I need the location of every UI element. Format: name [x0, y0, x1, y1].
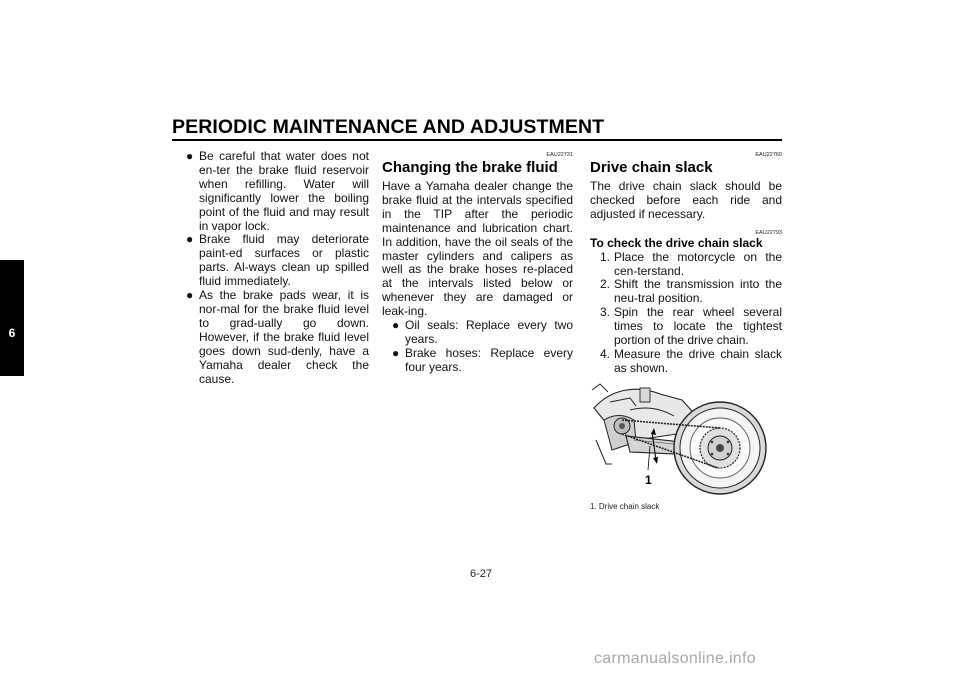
bullet-icon: ●	[186, 288, 194, 303]
procedure-steps	[590, 251, 782, 376]
warning-bullet-list	[186, 150, 369, 386]
list-item: 3. Spin the rear wheel several times to locate the tightest portion of the drive chain.	[600, 305, 782, 348]
section-code: EAU22760	[755, 152, 782, 158]
list-item: 4. Measure the drive chain slack as shown.	[600, 346, 782, 375]
bullet-icon: ●	[186, 232, 194, 247]
list-item: ● Brake hoses: Replace every four years.	[392, 345, 573, 374]
section-code: EAU22731	[546, 152, 573, 158]
figure-callout-label: 1	[645, 473, 652, 487]
list-item: ● Oil seals: Replace every two years.	[392, 318, 573, 346]
list-item: ● As the brake pads wear, it is nor-mal for the brake fluid level to grad-ually go down. However, if the brake fluid level goes down sud-denly, have a Yamaha dealer check the cause.	[186, 288, 369, 386]
page-number: 6-27	[470, 568, 493, 580]
list-item: ● Brake fluid may deteriorate paint-ed surfaces or plastic parts. Al-ways clean up spilled fluid immediately.	[186, 232, 369, 289]
drive-chain-paragraph: The drive chain slack should be checked before each ride and adjusted if necessary.	[590, 179, 782, 221]
watermark: carmanualsonline.info	[594, 650, 756, 667]
bullet-icon: ●	[186, 149, 194, 163]
section-title-brake-fluid: Changing the brake fluid	[382, 159, 558, 176]
list-item: ● Be careful that water does not en-ter the brake fluid reservoir when refilling. Water will significantly lower the boiling point of the fluid and may result in vapor lock.	[186, 149, 369, 233]
brake-fluid-paragraph: Have a Yamaha dealer change the brake fluid at the intervals specified in the TIP after the periodic maintenance and lubrication chart. In addition, have the oil seals of the master cylinders and calipers as well as the brake hoses re-placed at the intervals listed below or whenever they are damaged or leak-ing.	[382, 179, 573, 319]
bullet-icon: ●	[392, 318, 400, 333]
page-header-title: PERIODIC MAINTENANCE AND ADJUSTMENT	[172, 116, 605, 138]
motorcycle-rear-illustration	[590, 380, 780, 498]
list-item: 2. Shift the transmission into the neu-tral position.	[600, 277, 782, 306]
column-2	[382, 150, 573, 375]
replacement-interval-list	[392, 319, 573, 375]
bullet-icon: ●	[392, 345, 400, 360]
column-3	[590, 150, 782, 376]
chapter-tab	[0, 260, 24, 376]
subsection-title: To check the drive chain slack	[590, 235, 763, 250]
chapter-tab-number: 6	[8, 326, 16, 340]
header-rule	[172, 139, 782, 141]
drive-chain-figure	[590, 380, 780, 498]
section-title-drive-chain: Drive chain slack	[590, 159, 713, 176]
column-1	[186, 150, 369, 386]
list-item: 1. Place the motorcycle on the cen-terstand.	[600, 249, 782, 278]
subsection-code: EAU22793	[755, 229, 782, 236]
figure-caption: 1. Drive chain slack	[590, 502, 660, 511]
